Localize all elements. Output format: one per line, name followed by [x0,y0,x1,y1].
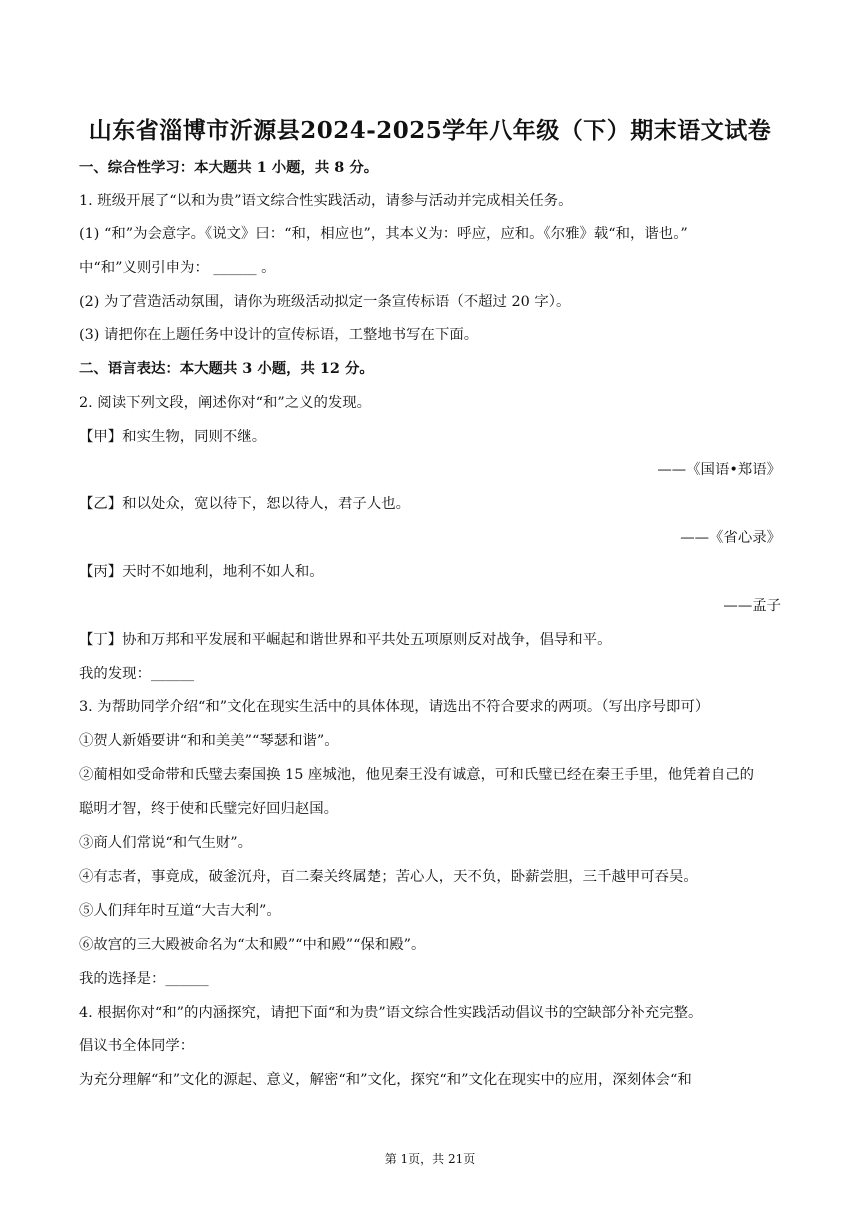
section-heading-1: 一、综合性学习：本大题共 1 小题，共 8 分。 [79,159,379,176]
option-4: ④有志者，事竟成，破釜沉舟，百二秦关终属楚；苦心人，天不负，卧薪尝胆，三千越甲可吞吴。 [79,869,698,885]
proposal-body: 为充分理解“和”文化的源起、意义，解密“和”文化，探究“和”文化在现实中的应用，深刻体会“和 [79,1072,692,1088]
question-2: 2. 阅读下列文段，阐述你对“和”之义的发现。 [79,395,372,411]
passage-jia-source: ——《国语•郑语》 [657,462,781,478]
page-title: 山东省淄博市沂源县2024-2025学年八年级（下）期末语文试卷 [88,117,772,144]
option-5: ⑤人们拜年时互道“大吉大利”。 [79,903,281,919]
question-3: 3. 为帮助同学介绍“和”文化在现实生活中的具体体现，请选出不符合要求的两项。（写出序号即可） [79,699,710,715]
passage-jia: 【甲】和实生物，同则不继。 [79,429,267,445]
question-2-answer: 我的发现：______ [79,666,195,682]
option-2-cont: 聪明才智，终于使和氏璧完好回归赵国。 [79,801,339,817]
question-1-part-1: (1) “和”为会意字。《说文》曰：“和，相应也”，其本义为：呼应，应和。《尔雅》载“和，谐也。” [79,226,688,242]
question-4: 4. 根据你对“和”的内涵探究，请把下面“和为贵”语文综合性实践活动倡议书的空缺部分补充完整。 [79,1005,703,1021]
option-2: ②蔺相如受命带和氏璧去秦国换 15 座城池，他见秦王没有诚意，可和氏璧已经在秦王手里，他凭着自己的 [79,767,755,783]
proposal-greeting: 倡议书全体同学： [79,1038,195,1054]
option-1: ①贺人新婚要讲“和和美美”“琴瑟和谐”。 [79,733,339,749]
option-6: ⑥故宫的三大殿被命名为“太和殿”“中和殿”“保和殿”。 [79,937,426,953]
passage-yi: 【乙】和以处众，宽以待下，恕以待人，君子人也。 [79,496,410,512]
passage-bing-source: ——孟子 [723,598,781,614]
passage-ding: 【丁】协和万邦和平发展和平崛起和谐世界和平共处五项原则反对战争，倡导和平。 [79,632,612,648]
passage-bing: 【丙】天时不如地利，地利不如人和。 [79,564,324,580]
page-footer: 第 1页，共 21页 [384,1152,476,1166]
question-1-part-1-cont: 中“和”义则引申为： ______ 。 [79,260,276,276]
option-3: ③商人们常说“和气生财”。 [79,835,253,851]
passage-yi-source: ——《省心录》 [680,530,781,546]
question-1: 1. 班级开展了“以和为贵”语文综合性实践活动，请参与活动并完成相关任务。 [79,193,573,209]
section-heading-2: 二、语言表达：本大题共 3 小题，共 12 分。 [79,360,374,377]
question-1-part-3: (3) 请把你在上题任务中设计的宣传标语，工整地书写在下面。 [79,327,479,343]
question-1-part-2: (2) 为了营造活动氛围，请你为班级活动拟定一条宣传标语（不超过 20 字）。 [79,294,571,310]
question-3-answer: 我的选择是：______ [79,971,209,987]
